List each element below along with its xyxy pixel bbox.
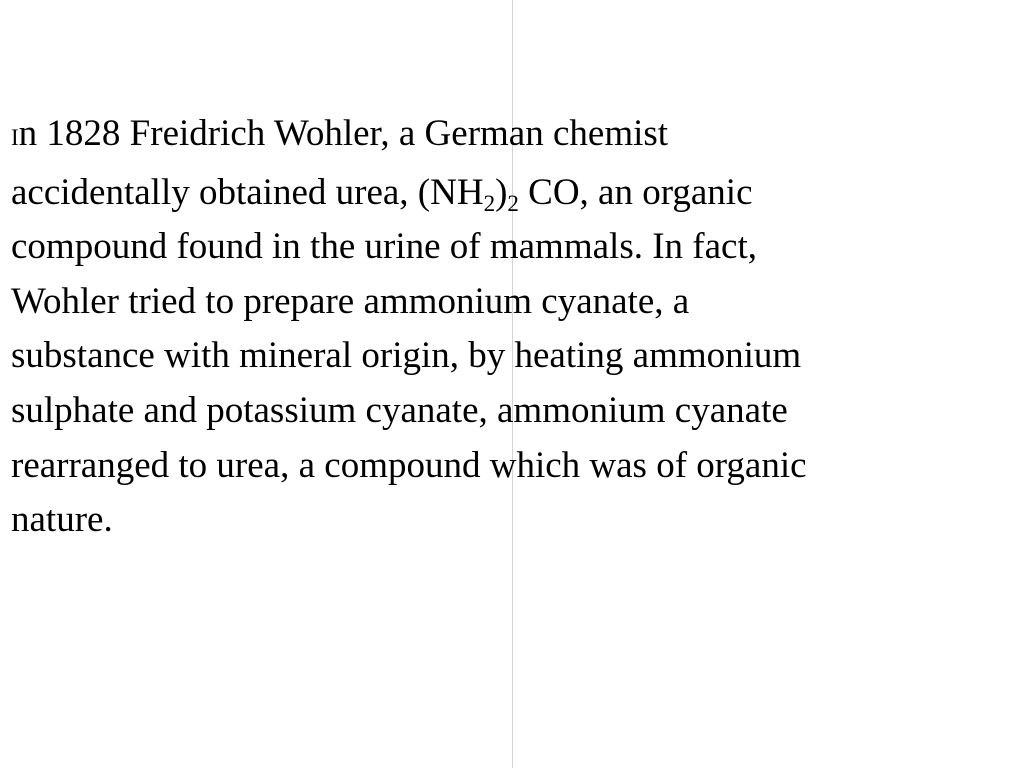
text-line-5: substance with mineral origin, by heating ammonium — [11, 335, 802, 377]
text-line-2 — [11, 166, 1011, 221]
subscript-1: 2 — [483, 190, 496, 216]
line-1-text: n 1828 Freidrich Wohler, a German chemist — [18, 113, 669, 154]
text-line-3: compound found in the urine of mammals. In fact, — [11, 226, 757, 268]
text-line-7: rearranged to urea, a compound which was of organic — [11, 444, 807, 486]
line-2-text-b: ) — [495, 171, 508, 213]
text-line-6: sulphate and potassium cyanate, ammonium cyanate — [11, 389, 788, 431]
line-2-text-c: CO, an organic — [518, 171, 753, 213]
text-line-1 — [11, 107, 1011, 166]
line-2-text-a: accidentally obtained urea, (NH — [11, 171, 484, 213]
subscript-2: 2 — [507, 190, 519, 216]
text-line-8: nature. — [11, 499, 113, 541]
body-paragraph — [11, 107, 1011, 548]
initial-letter: I — [11, 125, 19, 150]
text-line-4: Wohler tried to prepare ammonium cyanate, a — [11, 280, 690, 322]
